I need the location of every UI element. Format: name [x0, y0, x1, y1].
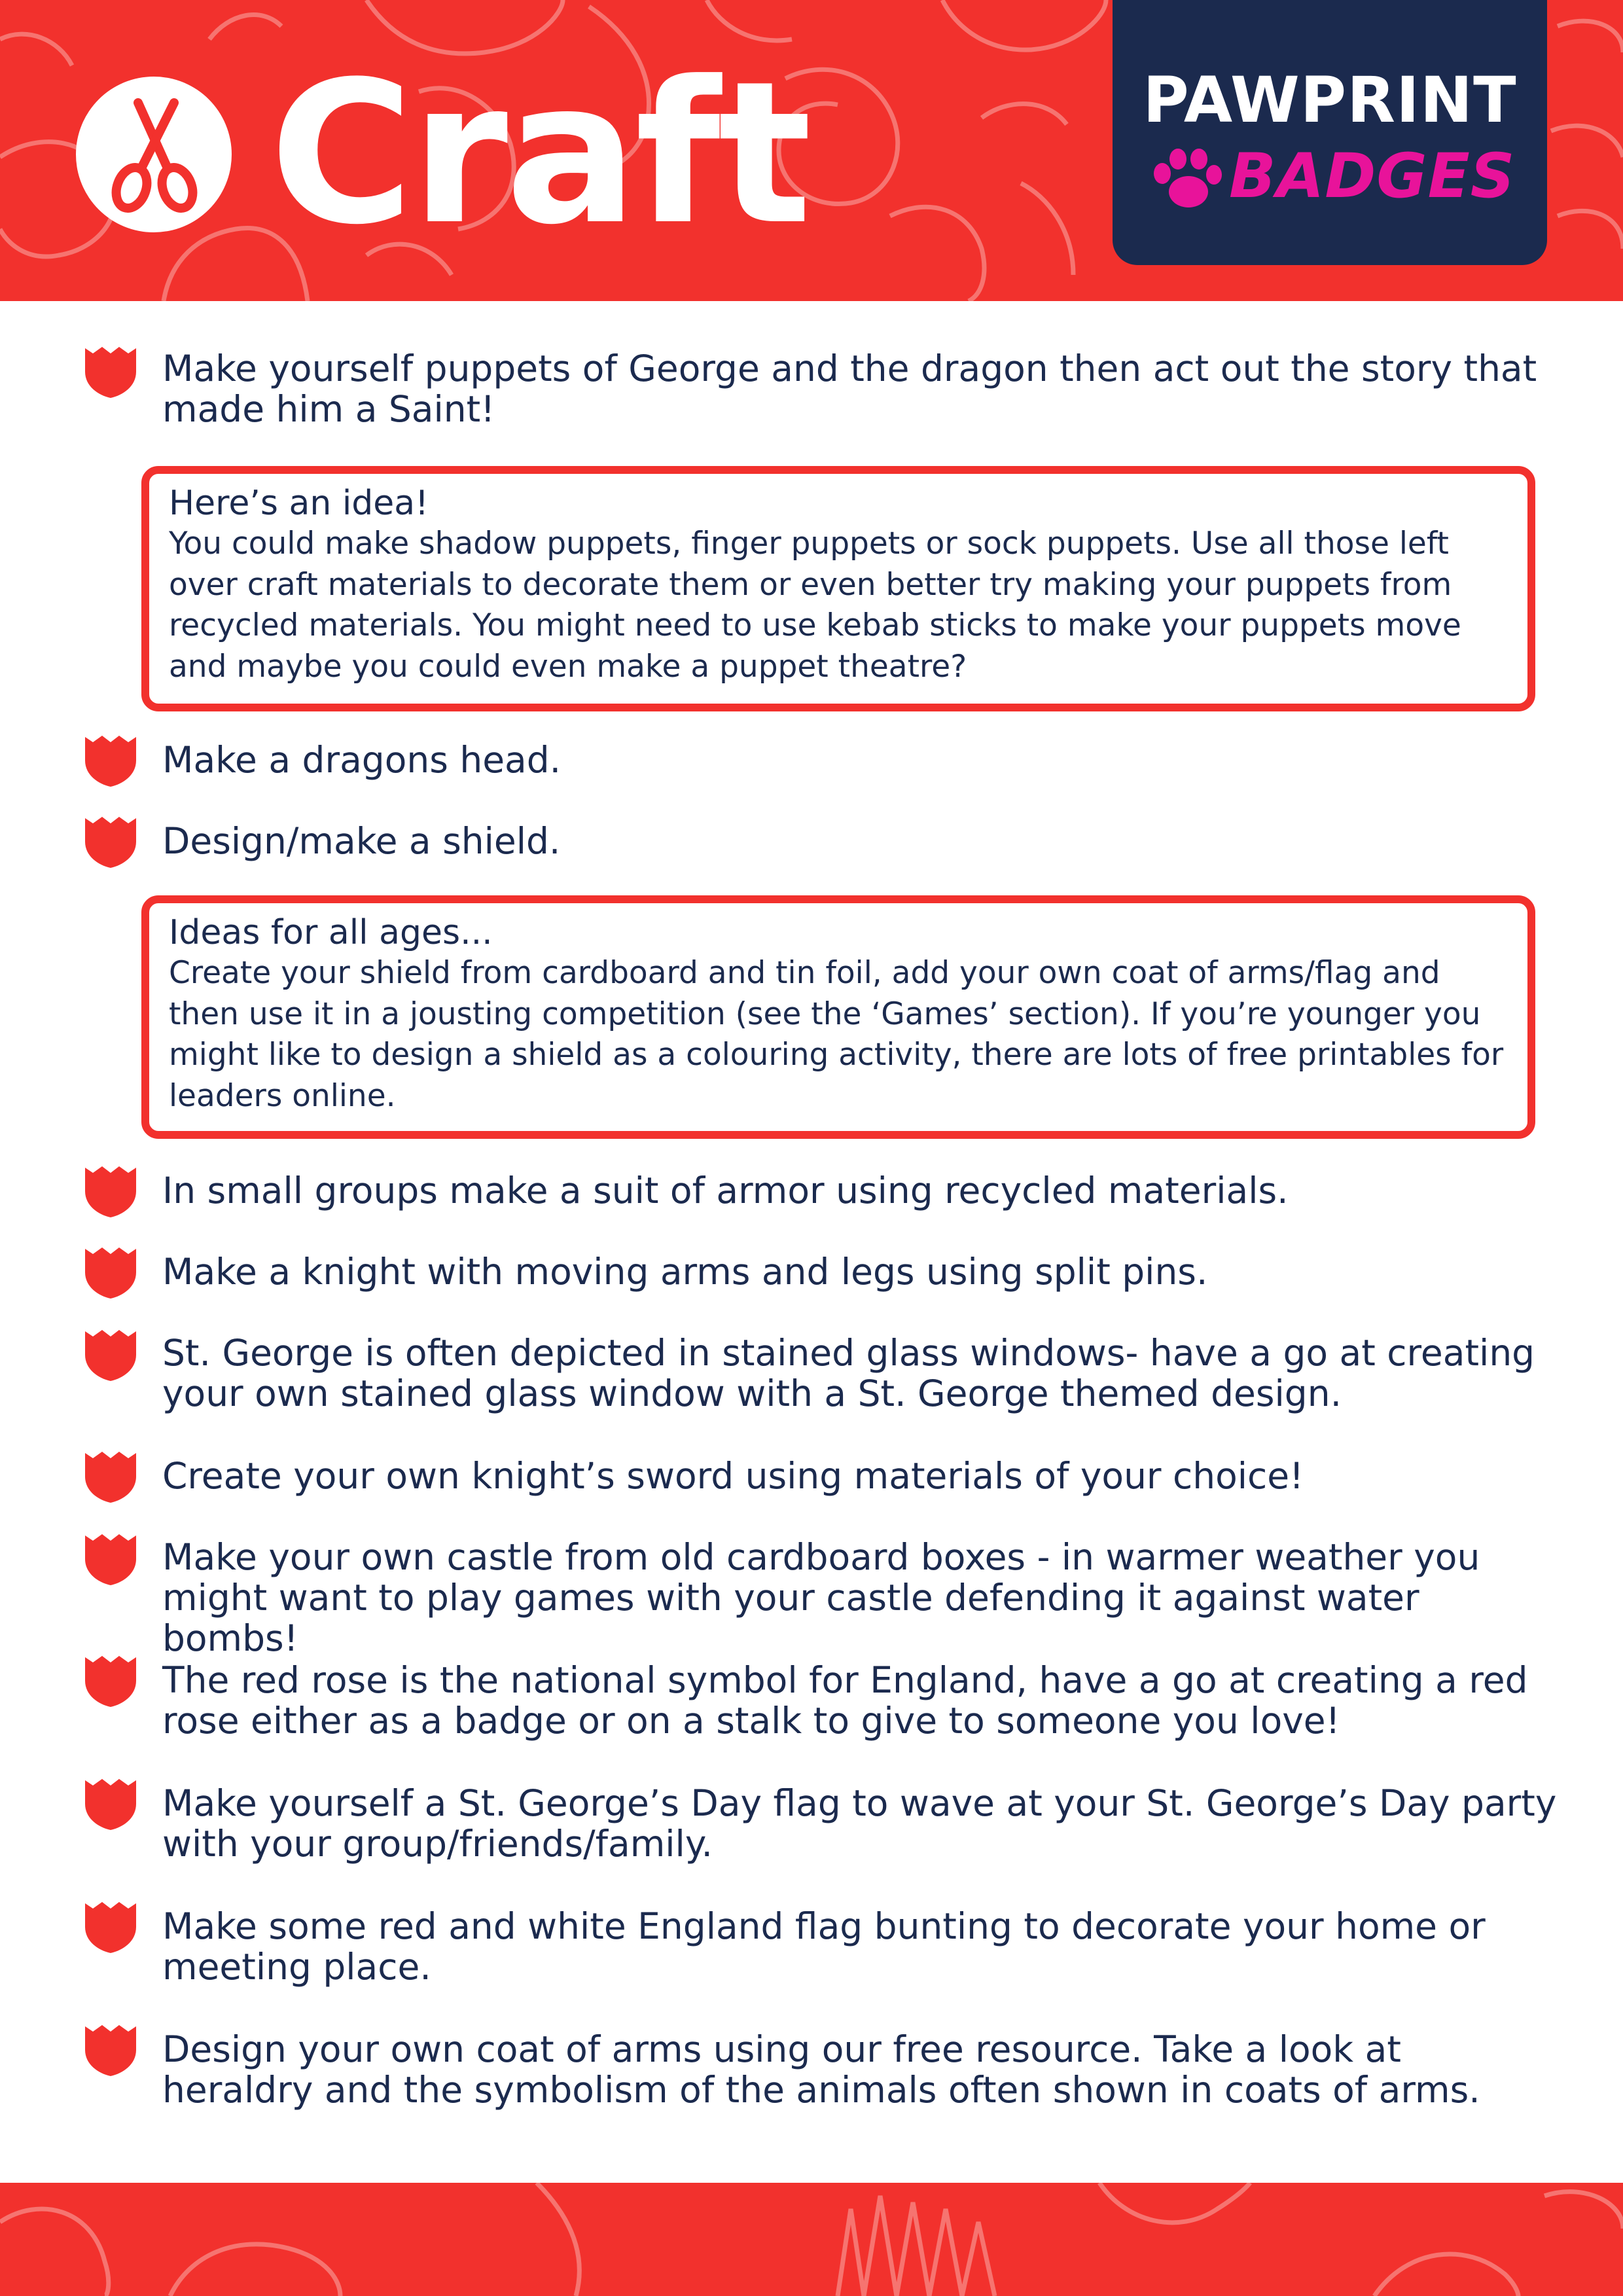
- shield-bullet-icon: [84, 734, 137, 788]
- tip-body: Create your shield from cardboard and tin foil, add your own coat of arms/flag and then use it in a jousting competition (see the ‘Games’ section). If you’re younger you might like to design a shield as a colouring activity, there are lots of free printables for leaders online.: [169, 955, 1504, 1114]
- list-item: Make some red and white England flag bunting to decorate your home or meeting place.: [162, 1905, 1486, 1988]
- logo-wordmark-top: PAWPRINT: [1143, 63, 1517, 137]
- shield-bullet-icon: [84, 1778, 137, 1831]
- paw-icon: [1150, 147, 1222, 213]
- tip-title: Ideas for all ages...: [169, 913, 493, 952]
- tip-box: [141, 895, 1535, 1139]
- shield-bullet-icon: [84, 1533, 137, 1587]
- shield-bullet-icon: [84, 1450, 137, 1504]
- tip-body: You could make shadow puppets, finger puppets or sock puppets. Use all those left over craft materials to decorate them or even better try making your puppets from recycled materials. You might need to use kebab sticks to make your puppets move and maybe you could even make a puppet theatre?: [169, 526, 1461, 685]
- pawprint-badges-logo: [1113, 0, 1547, 265]
- list-item: The red rose is the national symbol for England, have a go at creating a red rose either as a badge or on a stalk to give to someone you love!: [162, 1659, 1528, 1742]
- footer-banner: [0, 2183, 1623, 2296]
- flower-pattern-decoration: [0, 2183, 1623, 2296]
- shield-bullet-icon: [84, 2024, 137, 2077]
- shield-bullet-icon: [84, 816, 137, 869]
- shield-bullet-icon: [84, 1165, 137, 1219]
- list-item: Design/make a shield.: [162, 820, 561, 862]
- shield-bullet-icon: [84, 1329, 137, 1382]
- logo-wordmark-bottom: BADGES: [1229, 141, 1516, 212]
- shield-bullet-icon: [84, 1901, 137, 1954]
- list-item: Design your own coat of arms using our free resource. Take a look at heraldry and the symbolism of the animals often shown in coats of arms.: [162, 2028, 1480, 2111]
- scissors-icon-badge: [76, 77, 232, 232]
- list-item: Make yourself puppets of George and the dragon then act out the story that made him a Saint!: [162, 348, 1537, 430]
- list-item: Make yourself a St. George’s Day flag to wave at your St. George’s Day party with your group/friends/family.: [162, 1782, 1557, 1865]
- list-item: Create your own knight’s sword using materials of your choice!: [162, 1455, 1304, 1497]
- page-title: Craft: [270, 39, 810, 268]
- shield-bullet-icon: [84, 1246, 137, 1300]
- list-item: Make a dragons head.: [162, 739, 562, 781]
- list-item: Make your own castle from old cardboard boxes - in warmer weather you might want to play games with your castle defending it against water bombs!: [162, 1536, 1480, 1659]
- list-item: In small groups make a suit of armor using recycled materials.: [162, 1170, 1289, 1211]
- tip-title: Here’s an idea!: [169, 484, 429, 523]
- scissors-icon: [76, 77, 232, 232]
- list-item: Make a knight with moving arms and legs using split pins.: [162, 1251, 1208, 1293]
- tip-box: [141, 466, 1535, 711]
- header-banner: [0, 0, 1623, 301]
- shield-bullet-icon: [84, 1655, 137, 1708]
- list-item: St. George is often depicted in stained glass windows- have a go at creating your own stained glass window with a St. George themed design.: [162, 1332, 1535, 1414]
- shield-bullet-icon: [84, 346, 137, 399]
